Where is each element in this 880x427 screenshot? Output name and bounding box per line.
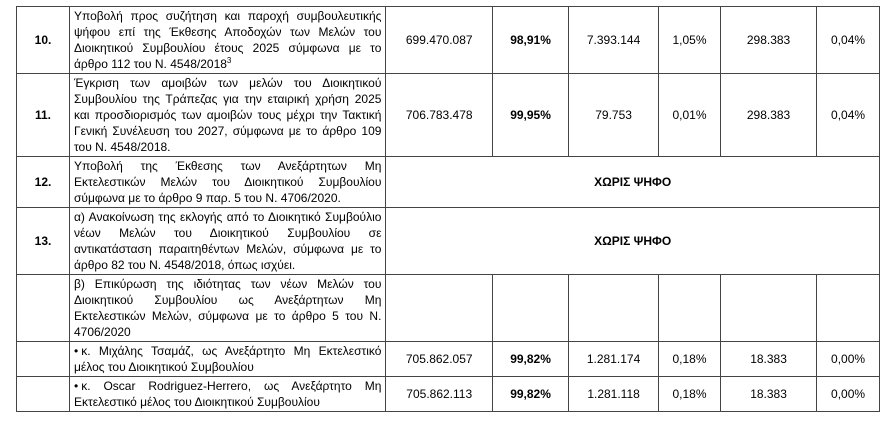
votes-against: 7.393.144 <box>569 7 659 74</box>
votes-for-percent: 99,95% <box>493 74 569 157</box>
table-row <box>17 7 880 74</box>
votes-for: 699.470.087 <box>386 7 493 74</box>
item-number-empty <box>17 377 70 412</box>
votes-abstain: 298.383 <box>720 74 816 157</box>
bullet-icon: • <box>73 379 79 393</box>
item-description-text: κ. Μιχάλης Τσαμάζ, ως Ανεξάρτητο Μη Εκτελεστικό μέλος του Διοικητικού Συμβουλίου <box>73 344 382 374</box>
votes-abstain <box>720 275 816 342</box>
votes-against-percent: 0,01% <box>659 74 721 157</box>
table-row <box>17 157 880 208</box>
votes-abstain: 298.383 <box>720 7 816 74</box>
table-row <box>17 342 880 377</box>
votes-for: 705.862.057 <box>386 342 493 377</box>
votes-for <box>386 275 493 342</box>
votes-against: 79.753 <box>569 74 659 157</box>
votes-against-percent: 0,18% <box>659 377 721 412</box>
votes-abstain-percent: 0,04% <box>817 74 880 157</box>
item-description: Έγκριση των αμοιβών των μελών του Διοικητικού Συμβουλίου της Τράπεζας για την εταιρική χρήση 2025 και προσδιορισμός των αμοιβών τους μέχρι την Τακτική Γενική Συνέλευση του 2027, σύμφωνα με το άρθρο 109 του Ν. 4548/2018. <box>69 74 385 157</box>
item-description <box>69 7 385 74</box>
votes-against <box>569 275 659 342</box>
votes-abstain-percent: 0,04% <box>817 7 880 74</box>
table-row <box>17 208 880 275</box>
votes-for: 706.783.478 <box>386 74 493 157</box>
item-number-empty <box>17 275 70 342</box>
table-row <box>17 377 880 412</box>
item-description: Υποβολή της Έκθεσης των Ανεξάρτητων Μη Εκτελεστικών Μελών του Διοικητικού Συμβουλίου σύμφωνα με το άρθρο 9 παρ. 5 του Ν. 4706/2020. <box>69 157 385 208</box>
item-number: 13. <box>17 208 70 275</box>
bullet-icon: • <box>73 344 79 358</box>
votes-abstain: 18.383 <box>720 377 816 412</box>
votes-abstain: 18.383 <box>720 342 816 377</box>
table-row <box>17 275 880 342</box>
votes-against: 1.281.174 <box>569 342 659 377</box>
item-number: 11. <box>17 74 70 157</box>
votes-for-percent: 98,91% <box>493 7 569 74</box>
item-number: 12. <box>17 157 70 208</box>
votes-abstain-percent: 0,00% <box>817 377 880 412</box>
item-description <box>69 342 385 377</box>
footnote-marker: 3 <box>226 56 232 65</box>
item-number: 10. <box>17 7 70 74</box>
votes-against-percent: 0,18% <box>659 342 721 377</box>
votes-for-percent: 99,82% <box>493 342 569 377</box>
voting-results-table <box>16 6 880 412</box>
votes-for: 705.862.113 <box>386 377 493 412</box>
no-vote-label: ΧΩΡΙΣ ΨΗΦΟ <box>386 208 880 275</box>
item-number-empty <box>17 342 70 377</box>
item-description: β) Επικύρωση της ιδιότητας των νέων Μελών του Διοικητικού Συμβουλίου ως Ανεξάρτητων Μη Εκτελεστικών Μελών, σύμφωνα με το άρθρο 5 του Ν. 4706/2020 <box>69 275 385 342</box>
item-description-text: Υποβολή προς συζήτηση και παροχή συμβουλευτικής ψήφου επί της Έκθεσης Αποδοχών των Μελών του Διοικητικού Συμβουλίου έτους 2025 σύμφωνα με το άρθρο 112 του Ν. 4548/2018 <box>73 9 382 71</box>
votes-against-percent <box>659 275 721 342</box>
no-vote-label: ΧΩΡΙΣ ΨΗΦΟ <box>386 157 880 208</box>
table-row <box>17 74 880 157</box>
votes-for-percent <box>493 275 569 342</box>
votes-for-percent: 99,82% <box>493 377 569 412</box>
item-description-text: κ. Oscar Rodriguez-Herrero, ως Ανεξάρτητο Μη Εκτελεστικό μέλος του Διοικητικού Συμβουλίου <box>73 379 382 409</box>
item-description <box>69 377 385 412</box>
votes-against: 1.281.118 <box>569 377 659 412</box>
votes-against-percent: 1,05% <box>659 7 721 74</box>
item-description: α) Ανακοίνωση της εκλογής από το Διοικητικό Συμβούλιο νέων Μελών του Διοικητικού Συμβουλίου σε αντικατάσταση παραιτηθέντων Μελών, σύμφωνα με το άρθρο 82 του Ν. 4548/2018, όπως ισχύει. <box>69 208 385 275</box>
votes-abstain-percent: 0,00% <box>817 342 880 377</box>
votes-abstain-percent <box>817 275 880 342</box>
